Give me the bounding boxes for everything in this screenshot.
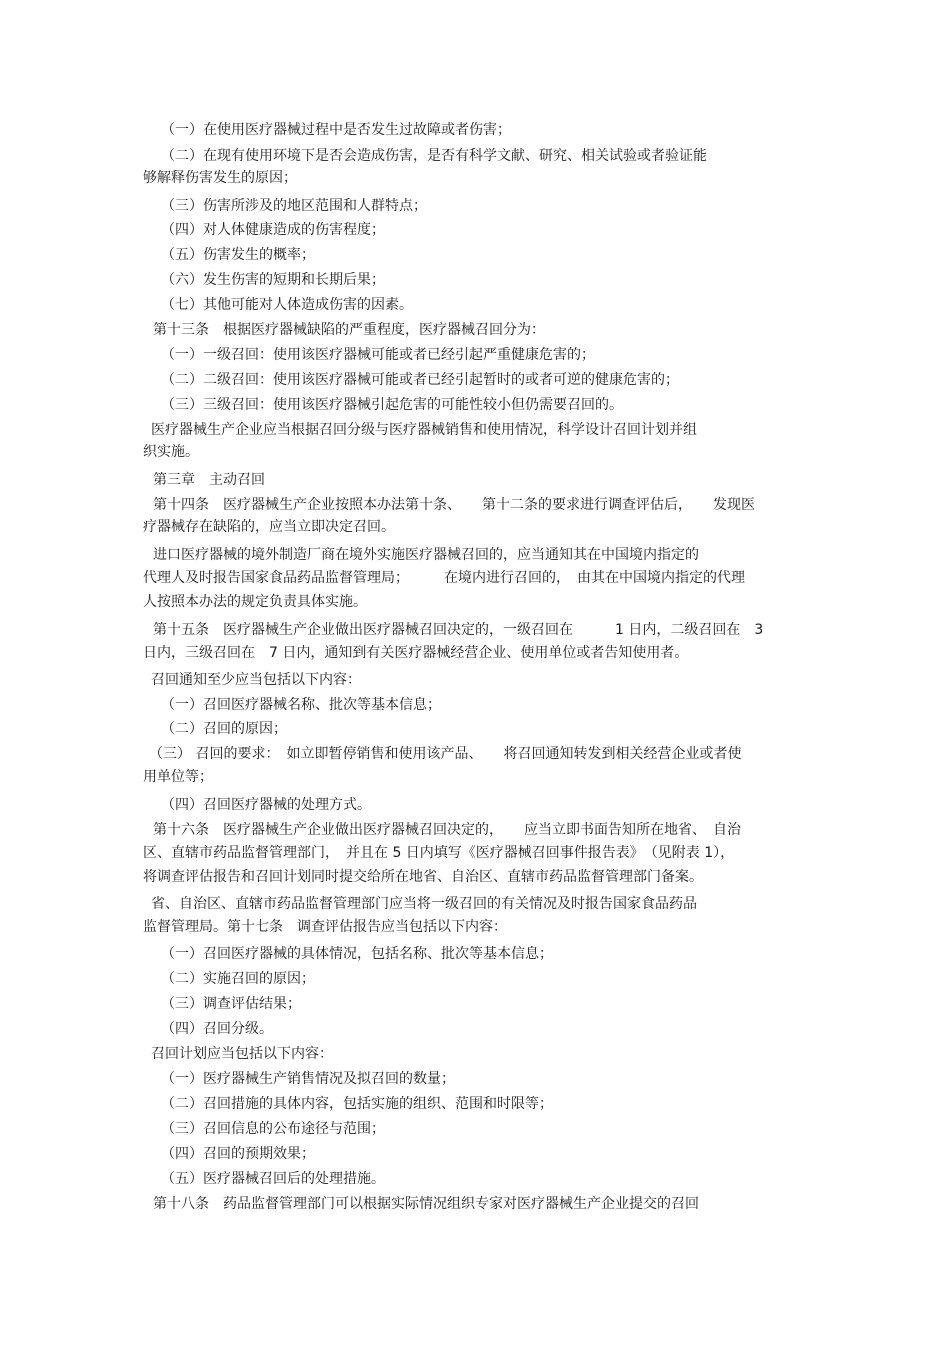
text-line: 召回通知至少应当包括以下内容：: [151, 672, 361, 688]
text-line: （一）在使用医疗器械过程中是否发生过故障或者伤害；: [161, 122, 511, 138]
text-line: 召回计划应当包括以下内容：: [151, 1046, 333, 1062]
text-line: 代理人及时报告国家食品药品监督管理局； 在境内进行召回的， 由其在中国境内指定的代理: [143, 570, 745, 586]
text-line: （三）召回信息的公布途径与范围；: [161, 1121, 385, 1137]
text-line: 第十八条 药品监督管理部门可以根据实际情况组织专家对医疗器械生产企业提交的召回: [153, 1196, 699, 1212]
text-line: （三）三级召回：使用该医疗器械引起危害的可能性较小但仍需要召回的。: [161, 397, 623, 413]
text-line: 第十四条 医疗器械生产企业按照本办法第十条、 第十二条的要求进行调查评估后， 发现医: [153, 497, 755, 513]
text-line: 人按照本办法的规定负责具体实施。: [143, 594, 367, 610]
text-line: （四）召回的预期效果；: [161, 1146, 315, 1162]
text-line: 监督管理局。第十七条 调查评估报告应当包括以下内容：: [143, 919, 507, 935]
text-line: 第十五条 医疗器械生产企业做出医疗器械召回决定的，一级召回在 1 日内，二级召回在 3: [153, 622, 764, 638]
text-line: （二）实施召回的原因；: [161, 971, 315, 987]
text-line: （四）召回分级。: [161, 1021, 273, 1037]
text-line: （二）二级召回：使用该医疗器械可能或者已经引起暂时的或者可逆的健康危害的；: [161, 372, 679, 388]
text-line: 医疗器械生产企业应当根据召回分级与医疗器械销售和使用情况，科学设计召回计划并组: [151, 422, 697, 438]
text-line: （三） 召回的要求： 如立即暂停销售和使用该产品、 将召回通知转发到相关经营企业或者使: [149, 746, 742, 762]
text-line: 织实施。: [143, 444, 199, 460]
text-line: 够解释伤害发生的原因；: [143, 170, 297, 186]
text-line: 区、直辖市药品监督管理部门， 并且在 5 日内填写《医疗器械召回事件报告表》 （见附表 1），: [143, 845, 735, 861]
text-line: （四）召回医疗器械的处理方式。: [161, 797, 371, 813]
text-line: （一）医疗器械生产销售情况及拟召回的数量；: [161, 1071, 455, 1087]
text-line: （一）召回医疗器械的具体情况，包括名称、批次等基本信息；: [161, 946, 553, 962]
text-line: （三）伤害所涉及的地区范围和人群特点；: [161, 198, 427, 214]
text-line: （四）对人体健康造成的伤害程度；: [161, 222, 385, 238]
text-line: （一）召回医疗器械名称、批次等基本信息；: [161, 697, 441, 713]
text-line: （二）在现有使用环境下是否会造成伤害，是否有科学文献、研究、相关试验或者验证能: [161, 148, 707, 164]
text-line: 疗器械存在缺陷的，应当立即决定召回。: [143, 519, 395, 535]
text-line: （二）召回的原因；: [161, 721, 287, 737]
text-line: （五）医疗器械召回后的处理措施。: [161, 1171, 385, 1187]
text-line: （三）调查评估结果；: [161, 996, 301, 1012]
text-line: 第十六条 医疗器械生产企业做出医疗器械召回决定的， 应当立即书面告知所在地省、 自治: [153, 822, 741, 838]
text-line: （七）其他可能对人体造成伤害的因素。: [161, 297, 413, 313]
text-line: （五）伤害发生的概率；: [161, 247, 315, 263]
text-line: 进口医疗器械的境外制造厂商在境外实施医疗器械召回的，应当通知其在中国境内指定的: [153, 547, 699, 563]
text-line: 第十三条 根据医疗器械缺陷的严重程度，医疗器械召回分为：: [153, 322, 545, 338]
text-line: （一）一级召回：使用该医疗器械可能或者已经引起严重健康危害的；: [161, 347, 595, 363]
text-line: （六）发生伤害的短期和长期后果；: [161, 272, 385, 288]
text-line: 用单位等；: [143, 769, 213, 785]
text-line: （二）召回措施的具体内容，包括实施的组织、范围和时限等；: [161, 1096, 553, 1112]
text-line: 将调查评估报告和召回计划同时提交给所在地省、自治区、直辖市药品监督管理部门备案。: [143, 869, 703, 885]
text-line: 日内，三级召回在 7 日内，通知到有关医疗器械经营企业、使用单位或者告知使用者。: [143, 645, 689, 661]
text-line: 第三章 主动召回: [153, 472, 265, 488]
text-line: 省、自治区、直辖市药品监督管理部门应当将一级召回的有关情况及时报告国家食品药品: [151, 896, 697, 912]
